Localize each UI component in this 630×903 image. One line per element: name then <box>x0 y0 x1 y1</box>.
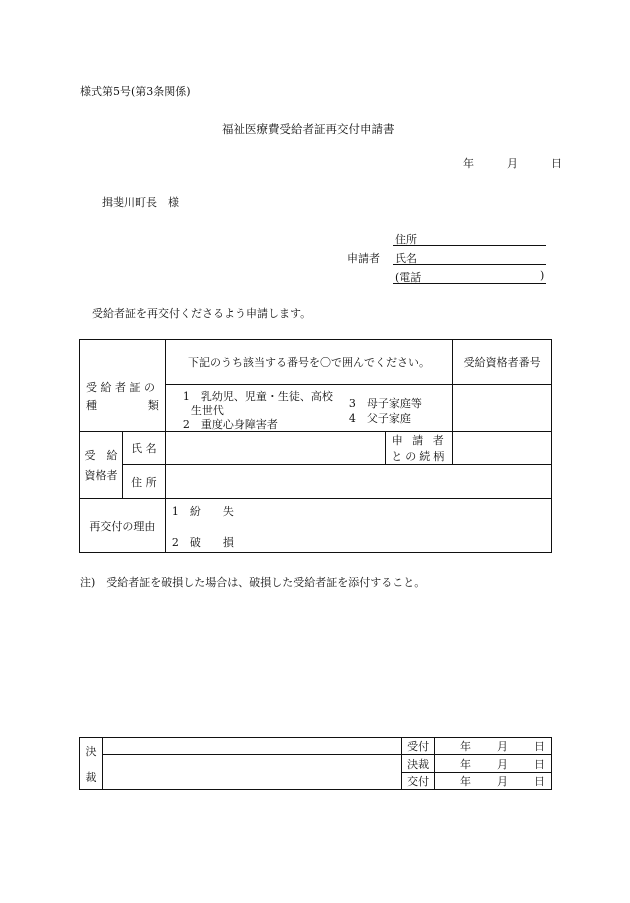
recipient-label-line2: 資格者 <box>84 469 118 482</box>
approval-row-label: 決裁 <box>402 755 435 773</box>
recipient-name-field[interactable] <box>165 432 385 465</box>
date-day-label: 日 <box>534 757 545 771</box>
approval-row-date[interactable] <box>435 738 552 755</box>
reason-option-1[interactable]: 1 紛 失 <box>171 505 234 518</box>
recipient-label-cell <box>80 432 123 499</box>
instruction-cell <box>165 340 452 385</box>
option-1-line1[interactable]: 1 乳幼児、児童・生徒、高校 <box>182 390 333 403</box>
date-month-label: 月 <box>497 740 508 753</box>
relation-label-line2: との続柄 <box>391 450 448 463</box>
recipient-address-label: 住 所 <box>131 475 157 489</box>
cert-type-label-line2b: 類 <box>147 398 159 412</box>
date-line <box>463 155 562 171</box>
date-day-label: 日 <box>551 157 562 170</box>
reason-label-cell <box>80 499 166 553</box>
approval-row-label: 交付 <box>402 773 435 790</box>
date-month-label: 月 <box>497 775 508 788</box>
applicant-name-field[interactable] <box>393 264 546 265</box>
date-year-label: 年 <box>460 775 471 788</box>
note-text: 注) 受給者証を破損した場合は、破損した受給者証を添付すること。 <box>80 576 426 589</box>
recipient-address-label-cell <box>122 465 165 499</box>
cert-type-label-line2a: 種 <box>86 398 97 412</box>
option-3[interactable]: 3 母子家庭等 <box>348 397 422 410</box>
relation-label-line1: 申 請 者 <box>391 434 447 447</box>
approval-field-bottom[interactable] <box>102 755 401 790</box>
relation-field[interactable] <box>453 432 552 465</box>
approval-row-date[interactable] <box>435 773 552 790</box>
approval-row-date[interactable] <box>435 755 552 773</box>
date-day-label: 日 <box>534 775 545 788</box>
form-number: 様式第5号(第3条関係) <box>80 85 191 98</box>
page-title: 福祉医療費受給者証再交付申請書 <box>222 122 395 136</box>
approval-field-top[interactable] <box>102 738 401 755</box>
date-year-label: 年 <box>463 157 474 170</box>
option-4[interactable]: 4 父子家庭 <box>348 412 411 425</box>
cert-type-label-cell <box>80 340 166 432</box>
option-1-line2: 生世代 <box>190 404 224 417</box>
applicant-label: 申請者 <box>347 252 380 265</box>
reason-option-2[interactable]: 2 破 損 <box>171 536 234 549</box>
date-year-label: 年 <box>460 740 471 753</box>
approval-table <box>79 737 552 790</box>
date-month-label: 月 <box>497 757 508 771</box>
cert-type-label-line1: 受 給 者 証 の <box>86 380 155 394</box>
addressee: 揖斐川町長 様 <box>102 196 179 209</box>
option-2[interactable]: 2 重度心身障害者 <box>182 418 278 431</box>
cert-number-field[interactable] <box>453 385 552 432</box>
approval-label-cell <box>80 738 103 790</box>
applicant-name-label: 氏名 <box>395 252 417 265</box>
applicant-phone-close: ) <box>540 269 545 282</box>
approval-label-top: 決 <box>85 744 97 758</box>
date-month-label: 月 <box>507 157 518 170</box>
cert-number-label: 受給資格者番号 <box>463 356 541 369</box>
reason-options-cell[interactable] <box>165 499 551 553</box>
applicant-address-label: 住所 <box>395 233 417 246</box>
applicant-address-field[interactable] <box>393 245 546 246</box>
recipient-name-label: 氏 名 <box>131 442 157 455</box>
options-cell[interactable] <box>165 385 452 432</box>
request-text: 受給者証を再交付くださるよう申請します。 <box>92 307 312 320</box>
recipient-label-line1: 受 給 <box>84 449 118 462</box>
applicant-phone-open: (電話 <box>395 271 422 284</box>
approval-label-bottom: 裁 <box>85 770 97 784</box>
approval-row-label: 受付 <box>402 738 435 755</box>
instruction-text: 下記のうち該当する番号を〇で囲んでください。 <box>188 356 431 369</box>
applicant-phone-field[interactable] <box>393 283 546 284</box>
recipient-name-label-cell <box>122 432 165 465</box>
date-year-label: 年 <box>460 757 471 771</box>
relation-label-cell <box>386 432 453 465</box>
date-day-label: 日 <box>534 740 545 753</box>
recipient-address-field[interactable] <box>165 465 551 499</box>
main-table <box>79 339 552 553</box>
cert-number-label-cell <box>453 340 552 385</box>
reason-label: 再交付の理由 <box>89 519 156 533</box>
